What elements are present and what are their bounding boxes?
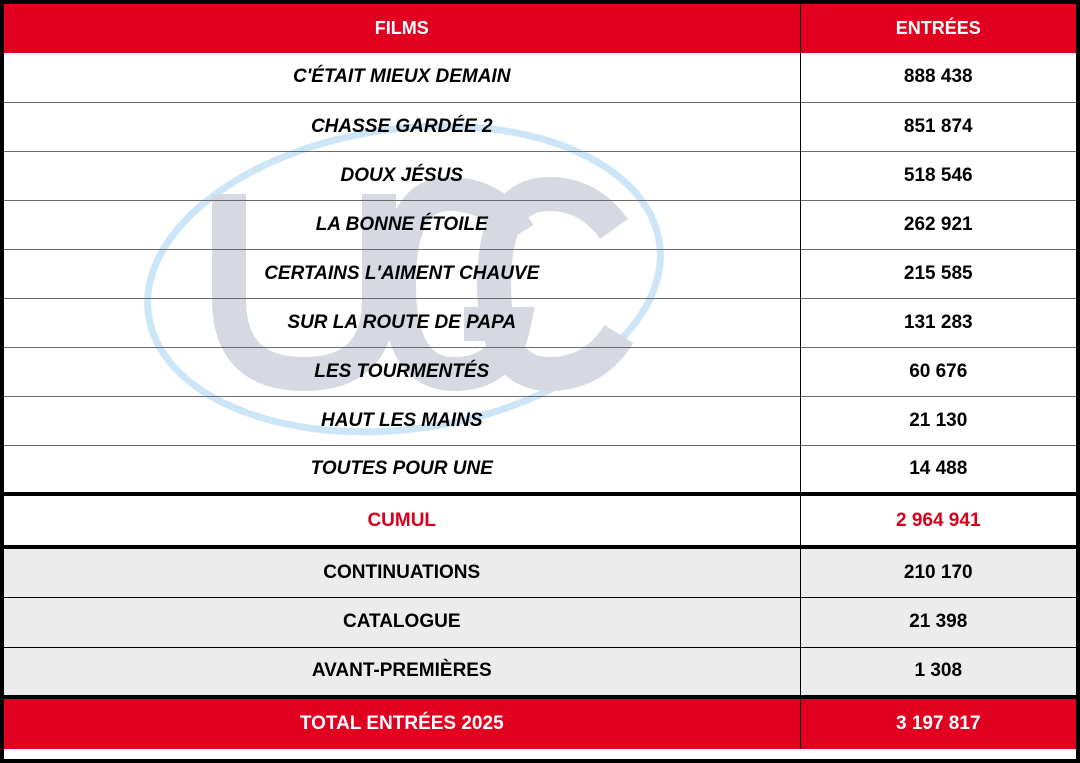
table-row bbox=[4, 298, 1076, 347]
cumul-value: 2 964 941 bbox=[800, 494, 1076, 547]
cumul-label: CUMUL bbox=[4, 494, 800, 547]
table-row bbox=[4, 53, 1076, 102]
table-row bbox=[4, 547, 1076, 597]
total-value: 3 197 817 bbox=[800, 697, 1076, 749]
table-row bbox=[4, 347, 1076, 396]
table-row bbox=[4, 597, 1076, 647]
film-entrees: 21 130 bbox=[800, 396, 1076, 445]
film-entrees: 262 921 bbox=[800, 200, 1076, 249]
cumul-row bbox=[4, 494, 1076, 547]
film-title: HAUT LES MAINS bbox=[4, 396, 800, 445]
table-row bbox=[4, 249, 1076, 298]
film-entrees: 851 874 bbox=[800, 102, 1076, 151]
film-title: C'ÉTAIT MIEUX DEMAIN bbox=[4, 53, 800, 102]
film-title: CHASSE GARDÉE 2 bbox=[4, 102, 800, 151]
film-entrees: 131 283 bbox=[800, 298, 1076, 347]
total-row bbox=[4, 697, 1076, 749]
extra-value: 210 170 bbox=[800, 547, 1076, 597]
film-title: SUR LA ROUTE DE PAPA bbox=[4, 298, 800, 347]
film-entrees: 60 676 bbox=[800, 347, 1076, 396]
extra-label: CONTINUATIONS bbox=[4, 547, 800, 597]
table-row bbox=[4, 647, 1076, 697]
film-title: DOUX JÉSUS bbox=[4, 151, 800, 200]
film-title: LES TOURMENTÉS bbox=[4, 347, 800, 396]
total-label: TOTAL ENTRÉES 2025 bbox=[4, 697, 800, 749]
table-row bbox=[4, 396, 1076, 445]
film-title: LA BONNE ÉTOILE bbox=[4, 200, 800, 249]
table-row bbox=[4, 102, 1076, 151]
film-entrees: 14 488 bbox=[800, 445, 1076, 494]
extra-label: AVANT-PREMIÈRES bbox=[4, 647, 800, 697]
extra-value: 1 308 bbox=[800, 647, 1076, 697]
table-header-row bbox=[4, 4, 1076, 53]
extra-label: CATALOGUE bbox=[4, 597, 800, 647]
film-title: CERTAINS L'AIMENT CHAUVE bbox=[4, 249, 800, 298]
header-entrees: ENTRÉES bbox=[800, 4, 1076, 53]
film-entrees: 215 585 bbox=[800, 249, 1076, 298]
box-office-table bbox=[4, 4, 1076, 749]
table-row bbox=[4, 151, 1076, 200]
film-entrees: 888 438 bbox=[903, 66, 973, 88]
extra-value: 21 398 bbox=[800, 597, 1076, 647]
header-films: FILMS bbox=[4, 4, 800, 53]
table-row bbox=[4, 200, 1076, 249]
film-title: TOUTES POUR UNE bbox=[4, 445, 800, 494]
film-entrees: 518 546 bbox=[800, 151, 1076, 200]
table-row bbox=[4, 445, 1076, 494]
